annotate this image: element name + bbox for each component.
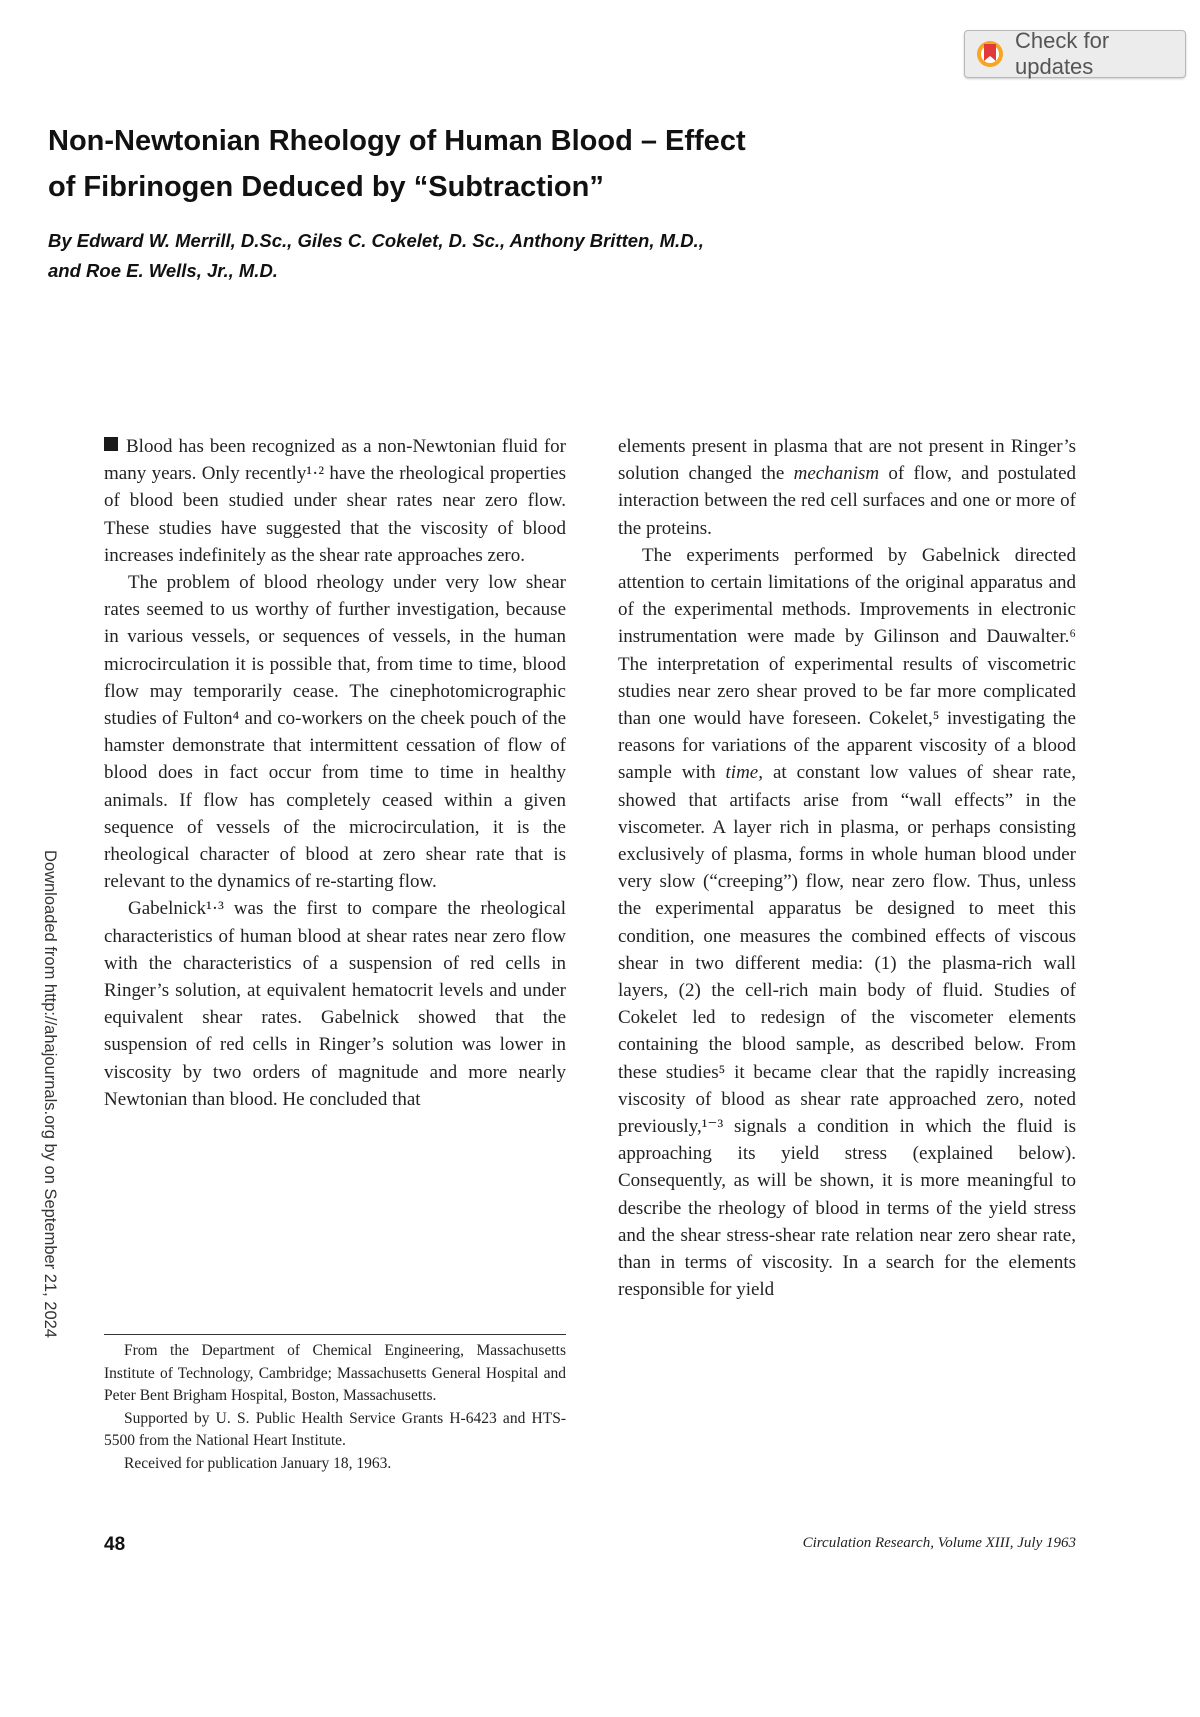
journal-citation: Circulation Research, Volume XIII, July 1963 — [802, 1535, 1076, 1551]
crossmark-icon — [975, 39, 1005, 69]
download-watermark — [38, 850, 62, 1410]
title-line-2: of Fibrinogen Deduced by “Subtraction” — [48, 171, 604, 203]
paragraph-continuation-text-b: of flow, and postulated interaction between the red cell surfaces and one or more of the proteins. — [618, 463, 1077, 539]
paragraph-intro — [104, 433, 566, 569]
article-authors — [48, 226, 928, 286]
body-column-right — [618, 433, 1076, 1304]
footnote-support: Supported by U. S. Public Health Service Grants H-6423 and HTS-5500 from the National Heart Institute. — [104, 1409, 566, 1449]
check-for-updates-button[interactable] — [964, 30, 1186, 78]
title-line-1: Non-Newtonian Rheology of Human Blood – Effect — [48, 125, 746, 157]
emphasis-time: time, — [725, 762, 763, 784]
emphasis-mechanism: mechanism — [793, 463, 880, 485]
footnote-divider — [104, 1334, 566, 1335]
download-note: Downloaded from http://ahajournals.org by on September 21, 2024 — [41, 850, 59, 1338]
paragraph-experiments-text-a: The experiments performed by Gabelnick directed attention to certain limitations of the original apparatus and of the experimental methods. Improvements in electronic instrumentation were made by Gilinson and Dauwalter.⁶ The interpretation of experimental results of viscometric studies near zero shear proved to be far more complicated than one would have foreseen. Cokelet,⁵ investigating the reasons for variations of the apparent viscosity of a blood sample with — [618, 544, 1076, 784]
paragraph-continuation — [618, 433, 1076, 542]
footnotes — [104, 1340, 566, 1475]
footnote-affiliation: From the Department of Chemical Engineering, Massachusetts Institute of Technology, Cambridge; Massachusetts General Hospital and Peter Bent Brigham Hospital, Boston, Massachusetts. — [104, 1342, 566, 1404]
authors-line-1: By Edward W. Merrill, D.Sc., Giles C. Cokelet, D. Sc., Anthony Britten, M.D., — [48, 230, 704, 251]
check-for-updates-label: Check for updates — [1015, 28, 1110, 79]
authors-line-2: and Roe E. Wells, Jr., M.D. — [48, 260, 278, 281]
paragraph-problem: The problem of blood rheology under very low shear rates seemed to us worthy of further investigation, because in various vessels, or sequences of vessels, in the human microcirculation it is possible that, from time to time, blood flow may temporarily cease. The cinephotomicrographic studies of Fulton⁴ and co-workers on the cheek pouch of the hamster demonstrate that intermittent cessation of flow of blood does in fact occur from time to time in healthy animals. If flow has completely ceased within a given sequence of vessels of the microcirculation, it is the rheological character of blood at zero shear rate that is relevant to the dynamics of re-starting flow. — [104, 572, 566, 893]
paragraph-experiments — [618, 542, 1076, 1304]
body-column-left — [104, 433, 566, 1113]
article-title — [48, 118, 928, 210]
page-number: 48 — [104, 1534, 126, 1555]
paragraph-continuation-text-a: elements present in plasma that are not present in Ringer’s solution changed the — [618, 436, 1076, 485]
paragraph-gabelnick: Gabelnick¹·³ was the first to compare the rheological characteristics of human blood at shear rates near zero flow with the characteristics of a suspension of red cells in Ringer’s solution, at equivalent hematocrit levels and under equivalent shear rates. Gabelnick showed that the suspension of red cells in Ringer’s solution was lower in viscosity by two orders of magnitude and more nearly Newtonian than blood. He concluded that — [104, 898, 566, 1110]
footnote-received: Received for publication January 18, 1963. — [124, 1454, 392, 1472]
paragraph-experiments-text-b: at constant low values of shear rate, showed that artifacts arise from “wall effects” in the viscometer. A layer rich in plasma, or perhaps consisting exclusively of plasma, forms in whole human blood under very slow (“creeping”) flow, near zero flow. Thus, unless the experimental apparatus be designed to meet this condition, one measures the combined effects of viscous shear in two different media: (1) the plasma-rich wall layers, (2) the cell-rich main body of fluid. Studies of Cokelet led to redesign of the viscometer elements containing the blood sample, as described below. From these studies⁵ it became clear that the rapidly increasing viscosity of blood as shear rate approached zero, noted previously,¹⁻³ signals a condition in which the fluid is approaching its yield stress (explained below). Consequently, as will be shown, it is more meaningful to describe the rheology of blood in terms of the yield stress and the shear stress-shear rate relation near zero shear rate, than in terms of viscosity. In a search for the elements responsible for yield — [618, 762, 1076, 1301]
section-marker-icon — [104, 437, 118, 451]
paragraph-intro-text: Blood has been recognized as a non-Newtonian fluid for many years. Only recently¹·² have the rheological properties of blood been studied under shear rates near zero flow. These studies have suggested that the viscosity of blood increases indefinitely as the shear rate approaches zero. — [104, 436, 566, 566]
